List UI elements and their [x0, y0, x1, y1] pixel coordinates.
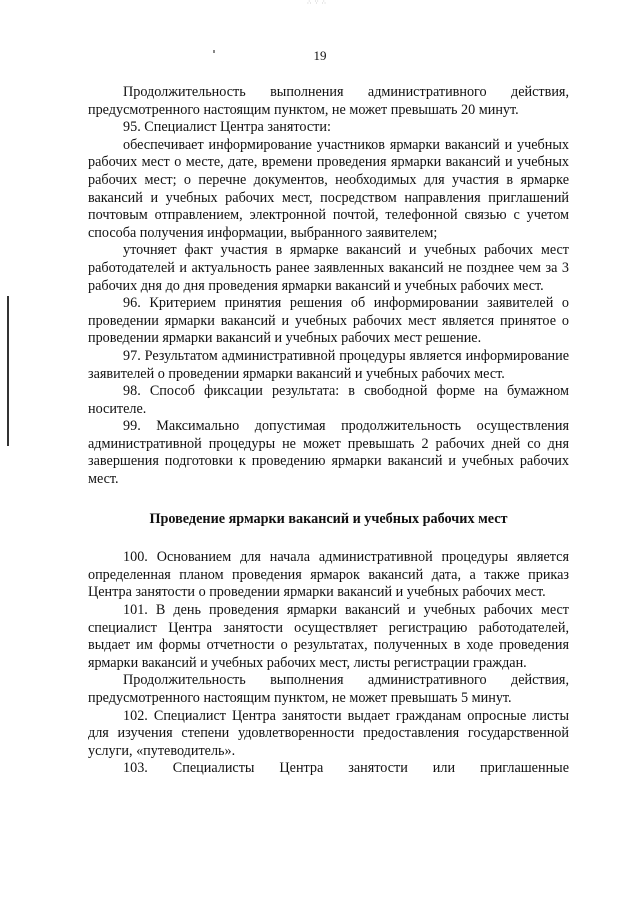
paragraph: 101. В день проведения ярмарки вакансий и учебных рабочих мест специалист Центра занятости осуществляет регистрацию работодателей, выдает им формы отчетности о результатах, полученных в ходе проведения ярмарки вакансий и учебных рабочих мест, листы регистрации граждан.	[88, 602, 569, 671]
section-heading: Проведение ярмарки вакансий и учебных рабочих мест	[149, 510, 508, 527]
margin-line	[7, 296, 9, 446]
document-body	[88, 84, 569, 778]
paragraph: Продолжительность выполнения административного действия, предусмотренного настоящим пунктом, не может превышать 5 минут.	[88, 672, 569, 706]
paragraph: уточняет факт участия в ярмарке вакансий и учебных рабочих мест работодателей и актуальность ранее заявленных вакансий не позднее чем за 3 рабочих дня до дня проведения ярмарки вакансий и учебных рабочих мест.	[88, 242, 569, 294]
paragraph: обеспечивает информирование участников ярмарки вакансий и учебных рабочих мест о месте, дате, времени проведения ярмарки вакансий и учебных рабочих мест; о перечне документов, необходимых для участия в ярмарке вакансий и учебных рабочих мест, посредством направления приглашений почтовым отправлением, электронной почтой, телефонной связью с учетом способа получения информации, выбранного заявителем;	[88, 136, 569, 241]
paragraph: 96. Критерием принятия решения об информировании заявителей о проведении ярмарки вакансий и учебных рабочих мест является принятое о проведении ярмарки вакансий и учебных рабочих мест решение.	[88, 295, 569, 347]
paragraph: 103. Специалисты Центра занятости или приглашенные	[123, 760, 569, 777]
page-number: 19	[313, 48, 327, 63]
scan-artifact: ∴ ∵ ∴	[307, 0, 327, 6]
paragraph: Продолжительность выполнения административного действия, предусмотренного настоящим пунктом, не может превышать 20 минут.	[88, 84, 569, 118]
paragraph: 102. Специалист Центра занятости выдает гражданам опросные листы для изучения степени удовлетворенности предоставления государственной услуги, «путеводитель».	[88, 707, 569, 759]
paragraph: 98. Способ фиксации результата: в свободной форме на бумажном носителе.	[88, 383, 569, 417]
paragraph: 97. Результатом административной процедуры является информирование заявителей о проведении ярмарки вакансий и учебных рабочих мест.	[88, 347, 569, 382]
paragraph: 99. Максимально допустимая продолжительность осуществления административной процедуры не может превышать 2 рабочих дней со дня завершения подготовки к проведению ярмарки вакансий и учебных рабочих мест.	[88, 418, 569, 488]
paragraph: 100. Основанием для начала административной процедуры является определенная планом проведения ярмарок вакансий дата, а также приказ Центра занятости о проведении ярмарки вакансий и учебных рабочих мест.	[88, 549, 569, 601]
paragraph: 95. Специалист Центра занятости:	[123, 119, 331, 136]
